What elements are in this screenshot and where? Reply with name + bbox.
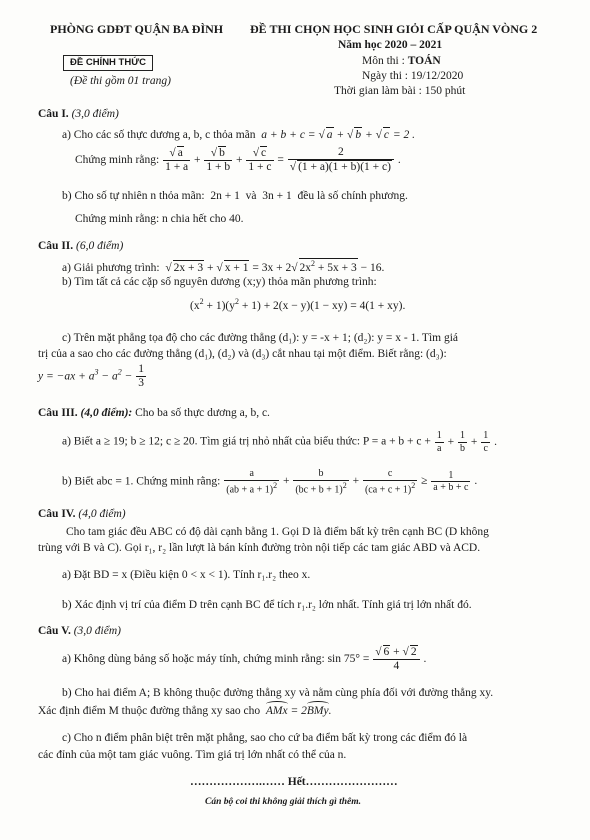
q1-b-expr1: 2n + 1	[207, 190, 243, 202]
q2-a	[62, 258, 384, 275]
q5-a: a) Không dùng bảng số hoặc máy tính, chứng minh rằng: sin 75° = $\frac{√ 6 + √ 2}{4}$ .	[62, 646, 427, 673]
subject-label: Môn thi :	[362, 55, 405, 67]
q1-heading	[38, 107, 119, 121]
q4-points: (4,0 điểm)	[78, 508, 126, 520]
q1-a	[62, 127, 415, 142]
exam-title: ĐỀ THI CHỌN HỌC SINH GIỎI CẤP QUẬN VÒNG 2	[250, 22, 538, 36]
q1-b-tail: đều là số chính phương.	[297, 190, 408, 202]
q3-a-text: a) Biết a ≥ 19; b ≥ 12; c ≥ 20. Tìm giá trị nhỏ nhất của biểu thức: P = a + b + c +	[62, 435, 431, 448]
q4-heading	[38, 507, 126, 521]
q1-b-and: và	[245, 190, 257, 202]
pages-note: (Đề thi gồm 01 trang)	[70, 75, 171, 87]
subject-line	[362, 54, 441, 68]
q1-a-prove	[75, 146, 401, 174]
q5-b-line2-text: Xác định điểm M thuộc đường thẳng xy sao cho	[38, 705, 261, 717]
q3-points: (4,0 điểm):	[80, 407, 133, 419]
q1-a-text: a) Cho các số thực dương a, b, c thỏa mãn	[62, 129, 256, 141]
q3-heading	[38, 406, 270, 420]
q3-b	[62, 468, 477, 495]
q1-a-prove-label: Chứng minh rằng:	[75, 153, 160, 166]
q4-intro2: trùng với B và C). Gọi r₁, r₂ lần lượt là bán kính đường tròn nội tiếp các tam giác ABD và ACD.	[38, 542, 481, 554]
q4-head: Câu IV.	[38, 508, 76, 520]
q1-b-text: b) Cho số tự nhiên n thỏa mãn:	[62, 190, 205, 202]
q2-b-text: b) Tìm tất cả các cặp số nguyên dương (x;y) thỏa mãn phương trình:	[62, 276, 377, 288]
q2-b-equation: $(x^2 + 1)(y^2 + 1) + 2(x - y)(1 - xy) = 4(1 + xy)$.	[190, 297, 406, 312]
school-year: Năm học 2020 – 2021	[338, 39, 443, 51]
exam-time: Thời gian làm bài : 150 phút	[334, 85, 466, 97]
q3-a	[62, 430, 497, 454]
q5-points: (3,0 điểm)	[73, 625, 121, 637]
q2-c-d3: $y = -ax + a^3 - a^2$ − $\frac{1}{3}$	[38, 363, 145, 390]
q5-b-line1: b) Cho hai điểm A; B không thuộc đường thẳng xy và nằm cùng phía đối với đường thẳng xy.	[62, 687, 494, 699]
q1-head: Câu I.	[38, 108, 69, 120]
q1-a-condition: a + b + c = √ a + √ b + √ c = 2 .	[258, 129, 416, 141]
q2-a-equation: √ 2x + 3 + √ x + 1 = 3x + 2√ $2x^2 + 5x + 3 - 16$.	[162, 259, 385, 274]
q3-a-expr: $\frac{1}{a}$ + $\frac{1}{b}$ + $\frac{1}{c}$ .	[436, 430, 498, 454]
q1-b-prove: Chứng minh rằng: n chia hết cho 40.	[75, 213, 244, 225]
q5-b-line2	[38, 704, 331, 718]
q3-b-text: b) Biết abc = 1. Chứng minh rằng:	[62, 475, 221, 488]
proctor-note: Cán bộ coi thi không giải thích gì thêm.	[205, 797, 361, 807]
q2-c-line2: trị của a sao cho các đường thẳng (d₁), (d₂) và (d₃) cắt nhau tại một điểm. Biết rằng: (d₃):	[38, 348, 447, 360]
q1-b	[62, 189, 408, 203]
q1-a-formula: $\frac{√ a}{1 + a}$ + $\frac{√ b}{1 + b}$ + $\frac{√ c}{1 + c}$ = $\frac{2}{√ (1 + a)(1 + b)(1 + c)}$ .	[165, 146, 401, 174]
q3-b-inequality: $\frac{a}{(ab + a + 1)^2}$ + $\frac{b}{(bc + b + 1)^2}$ + $\frac{c}{(ca + c + 1)^2}$ ≥ $\frac{1}{a + b + c}$ .	[226, 468, 478, 495]
q5-heading	[38, 624, 121, 638]
q5-a-text: a) Không dùng bảng số hoặc máy tính, chứng minh rằng: sin 75° =	[62, 652, 370, 665]
q5-b-condition: AMx = 2BMy.	[265, 705, 332, 717]
official-label: ĐỀ CHÍNH THỨC	[63, 55, 153, 71]
q5-a-value: $\frac{√ 6 + √ 2}{4}$	[373, 645, 419, 673]
q3-intro: Cho ba số thực dương a, b, c.	[135, 407, 270, 419]
q4-intro1: Cho tam giác đều ABC có độ dài cạnh bằng 1. Gọi D là điểm bất kỳ trên cạnh BC (D không	[66, 526, 489, 538]
q5-c-line1: c) Cho n điểm phân biệt trên mặt phẳng, sao cho cứ ba điểm bất kỳ trong các điểm đó là	[62, 732, 468, 744]
header-org: PHÒNG GDĐT QUẬN BA ĐÌNH	[50, 22, 224, 36]
subject: TOÁN	[407, 55, 441, 67]
q2-heading	[38, 239, 123, 253]
q2-points: (6,0 điểm)	[76, 240, 124, 252]
q5-head: Câu V.	[38, 625, 71, 637]
q1-b-expr2: 3n + 1	[259, 190, 295, 202]
q2-head: Câu II.	[38, 240, 74, 252]
q1-points: (3,0 điểm)	[71, 108, 119, 120]
q5-c-line2: các đỉnh của một tam giác vuông. Tìm giá trị lớn nhất có thể của n.	[38, 749, 347, 761]
q3-head: Câu III.	[38, 407, 78, 419]
exam-date: Ngày thi : 19/12/2020	[362, 70, 464, 82]
q2-a-text: a) Giải phương trình:	[62, 261, 160, 274]
q2-c-line1: c) Trên mặt phẳng tọa độ cho các đường thẳng (d₁): y = -x + 1; (d₂): y = x - 1. Tìm giá	[62, 332, 459, 344]
end-marker: ……………….…… Hết……………………	[190, 776, 398, 788]
q4-b: b) Xác định vị trí của điểm D trên cạnh BC để tích r₁.r₂ lớn nhất. Tính giá trị lớn nhất đó.	[62, 599, 472, 611]
q4-a: a) Đặt BD = x (Điều kiện 0 < x < 1). Tính r₁.r₂ theo x.	[62, 569, 311, 581]
